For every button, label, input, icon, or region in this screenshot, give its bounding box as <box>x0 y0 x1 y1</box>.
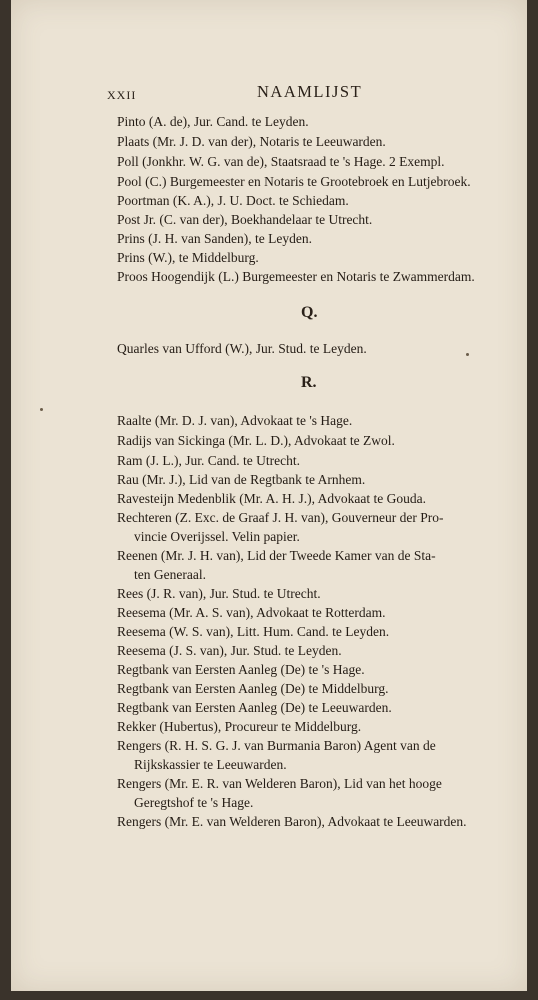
list-entry: Rengers (Mr. E. van Welderen Baron), Advokaat te Leeuwarden. <box>117 814 467 829</box>
list-entry-continued: vincie Overijssel. Velin papier. <box>134 529 300 544</box>
list-entry: Rengers (Mr. E. R. van Welderen Baron), Lid van het hooge <box>117 776 442 791</box>
list-entry: Rengers (R. H. S. G. J. van Burmania Baron) Agent van de <box>117 738 436 753</box>
list-entry: Post Jr. (C. van der), Boekhandelaar te Utrecht. <box>117 212 373 227</box>
list-entry-continued: Geregtshof te 's Hage. <box>134 795 254 810</box>
page-number: XXII <box>107 88 137 102</box>
list-entry: Radijs van Sickinga (Mr. L. D.), Advokaat te Zwol. <box>117 433 395 448</box>
list-entry: Proos Hoogendijk (L.) Burgemeester en Notaris te Zwammerdam. <box>117 269 475 284</box>
list-entry: Ravesteijn Medenblik (Mr. A. H. J.), Advokaat te Gouda. <box>117 491 426 506</box>
page-title: NAAMLIJST <box>257 82 363 101</box>
list-entry: Pinto (A. de), Jur. Cand. te Leyden. <box>117 114 309 129</box>
list-entry: Plaats (Mr. J. D. van der), Notaris te Leeuwarden. <box>117 134 386 149</box>
list-entry: Rau (Mr. J.), Lid van de Regtbank te Arnhem. <box>117 472 366 487</box>
list-entry: Reesema (Mr. A. S. van), Advokaat te Rotterdam. <box>117 605 386 620</box>
list-entry: Reenen (Mr. J. H. van), Lid der Tweede Kamer van de Sta- <box>117 548 436 563</box>
paper-speck <box>40 408 43 411</box>
list-entry: Pool (C.) Burgemeester en Notaris te Grootebroek en Lutjebroek. <box>117 174 471 189</box>
list-entry: Regtbank van Eersten Aanleg (De) te Leeuwarden. <box>117 700 392 715</box>
list-entry: Poll (Jonkhr. W. G. van de), Staatsraad te 's Hage. 2 Exempl. <box>117 154 445 169</box>
list-entry: Regtbank van Eersten Aanleg (De) te Middelburg. <box>117 681 389 696</box>
list-entry: Poortman (K. A.), J. U. Doct. te Schiedam. <box>117 193 349 208</box>
list-entry: Rechteren (Z. Exc. de Graaf J. H. van), Gouverneur der Pro- <box>117 510 444 525</box>
section-heading-r: R. <box>301 374 317 391</box>
list-entry: Reesema (W. S. van), Litt. Hum. Cand. te Leyden. <box>117 624 390 639</box>
list-entry-continued: ten Generaal. <box>134 567 206 582</box>
list-entry: Raalte (Mr. D. J. van), Advokaat te 's Hage. <box>117 413 353 428</box>
list-entry-continued: Rijkskassier te Leeuwarden. <box>134 757 287 772</box>
section-heading-q: Q. <box>301 304 318 321</box>
list-entry: Reesema (J. S. van), Jur. Stud. te Leyden. <box>117 643 342 658</box>
list-entry: Quarles van Ufford (W.), Jur. Stud. te Leyden. <box>117 341 367 356</box>
list-entry: Ram (J. L.), Jur. Cand. te Utrecht. <box>117 453 300 468</box>
list-entry: Rekker (Hubertus), Procureur te Middelburg. <box>117 719 362 734</box>
list-entry: Regtbank van Eersten Aanleg (De) te 's Hage. <box>117 662 365 677</box>
paper-speck <box>466 353 469 356</box>
list-entry: Prins (J. H. van Sanden), te Leyden. <box>117 231 312 246</box>
list-entry: Prins (W.), te Middelburg. <box>117 250 259 265</box>
list-entry: Rees (J. R. van), Jur. Stud. te Utrecht. <box>117 586 321 601</box>
